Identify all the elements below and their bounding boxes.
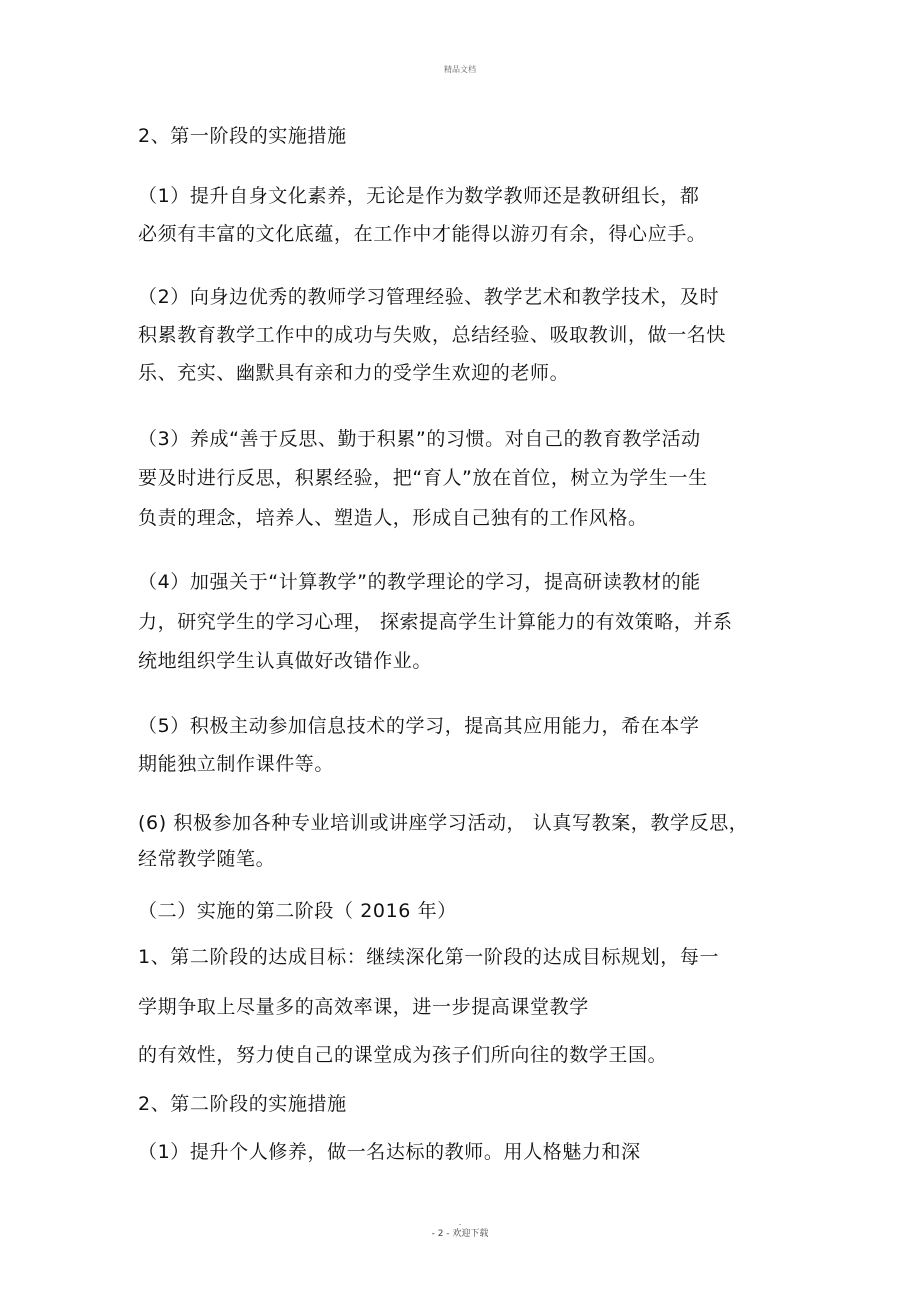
- text-line: （4）加强关于“计算教学”的教学理论的学习，提高研读教材的能: [138, 571, 701, 593]
- text-line: 经常教学随笔。: [138, 848, 276, 870]
- text-line: （二）实施的第二阶段（ 2016 年）: [138, 900, 457, 922]
- text-line: 必须有丰富的文化底蕴，在工作中才能得以游刃有余，得心应手。: [138, 223, 707, 245]
- page-number: - 2 - 欢迎下载: [431, 1229, 489, 1239]
- text-line: 乐、充实、幽默具有亲和力的受学生欢迎的老师。: [138, 362, 570, 384]
- text-line: 要及时进行反思，积累经验，把“育人”放在首位，树立为学生一生: [138, 467, 708, 489]
- text-line: 的有效性，努力使自己的课堂成为孩子们所向往的数学王国。: [138, 1044, 668, 1066]
- text-line: 力，研究学生的学习心理， 探索提高学生计算能力的有效策略，并系: [138, 611, 733, 633]
- text-line: (6) 积极参加各种专业培训或讲座学习活动， 认真写教案，教学反思，: [138, 812, 749, 834]
- text-line: （5）积极主动参加信息技术的学习，提高其应用能力，希在本学: [138, 715, 700, 737]
- text-line: 负责的理念，培养人、塑造人，形成自己独有的工作风格。: [138, 507, 648, 529]
- text-line: （2）向身边优秀的教师学习管理经验、教学艺术和教学技术，及时: [138, 286, 720, 308]
- text-line: （1）提升个人修养，做一名达标的教师。用人格魅力和深: [138, 1141, 641, 1163]
- footer-dot: .: [458, 1218, 462, 1227]
- text-line: 2、第一阶段的实施措施: [138, 125, 347, 147]
- text-line: 积累教育教学工作中的成功与失败，总结经验、吸取教训，做一名快: [138, 324, 727, 346]
- text-line: 2、第二阶段的实施措施: [138, 1093, 347, 1115]
- text-line: 期能独立制作课件等。: [138, 753, 335, 775]
- text-line: （1）提升自身文化素养，无论是作为数学教师还是教研组长，都: [138, 185, 700, 207]
- text-line: （3）养成“善于反思、勤于积累”的习惯。对自己的教育教学活动: [138, 428, 701, 450]
- text-line: 统地组织学生认真做好改错作业。: [138, 650, 433, 672]
- text-line: 1、第二阶段的达成目标：继续深化第一阶段的达成目标规划，每一: [138, 946, 720, 968]
- text-line: 学期争取上尽量多的高效率课，进一步提高课堂教学: [138, 996, 589, 1018]
- page-footer: [0, 1220, 920, 1239]
- page-header: 精品文档: [444, 65, 476, 74]
